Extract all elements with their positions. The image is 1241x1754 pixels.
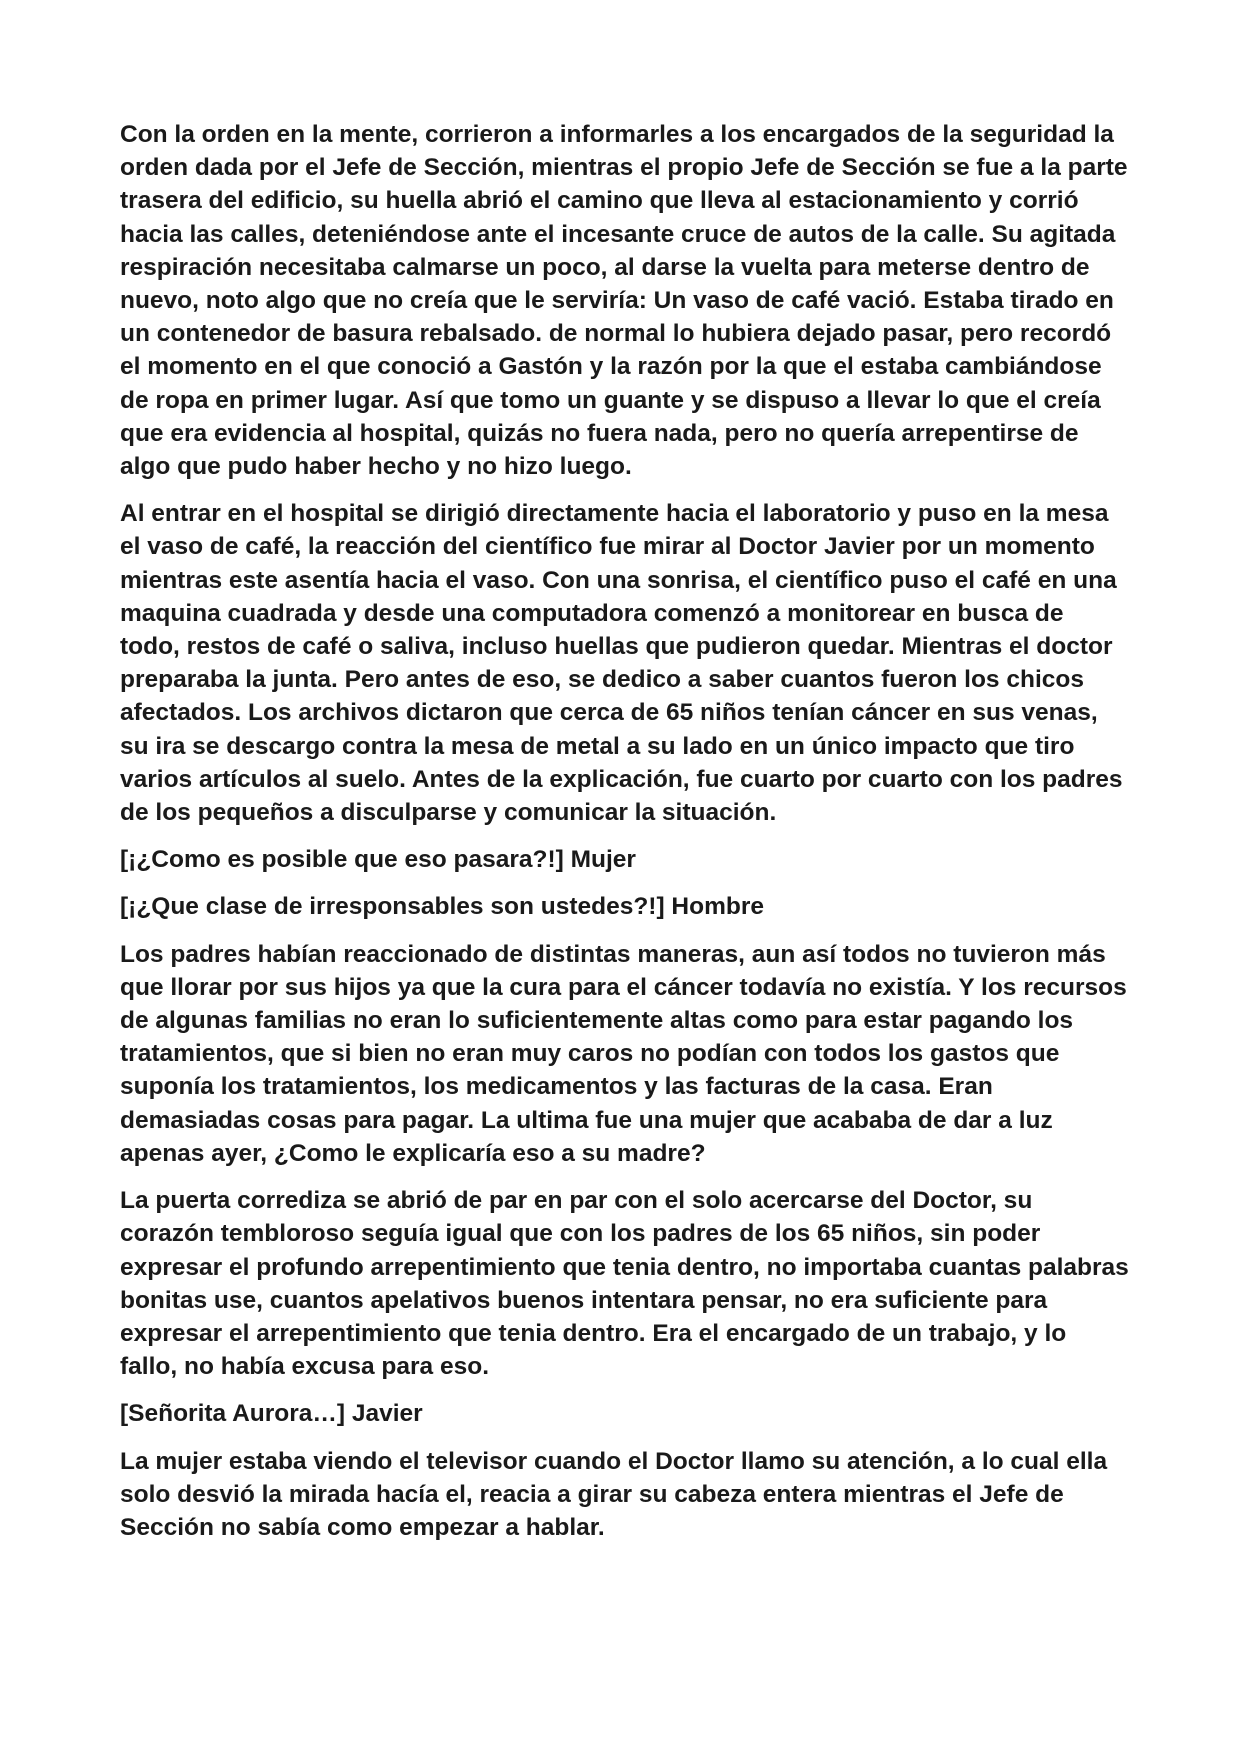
paragraph-2: Al entrar en el hospital se dirigió directamente hacia el laboratorio y puso en la mesa el vaso de café, la reacción del científico fue mirar al Doctor Javier por un momento mientras este asentía hacia el vaso. Con una sonrisa, el científico puso el café en una maquina cuadrada y desde una computadora comenzó a monitorear en busca de todo, restos de café o saliva, incluso huellas que pudieron quedar. Mientras el doctor preparaba la junta. Pero antes de eso, se dedico a saber cuantos fueron los chicos afectados. Los archivos dictaron que cerca de 65 niños tenían cáncer en sus venas, su ira se descargo contra la mesa de metal a su lado en un único impacto que tiro varios artículos al suelo. Antes de la explicación, fue cuarto por cuarto con los padres de los pequeños a disculparse y comunicar la situación. <box>120 500 1123 827</box>
paragraph-1: Con la orden en la mente, corrieron a informarles a los encargados de la seguridad la orden dada por el Jefe de Sección, mientras el propio Jefe de Sección se fue a la parte trasera del edificio, su huella abrió el camino que lleva al estacionamiento y corrió hacia las calles, deteniéndose ante el incesante cruce de autos de la calle. Su agitada respiración necesitaba calmarse un poco, al darse la vuelta para meterse dentro de nuevo, noto algo que no creía que le serviría: Un vaso de café vació. Estaba tirado en un contenedor de basura rebalsado. de normal lo hubiera dejado pasar, pero recordó el momento en el que conoció a Gastón y la razón por la que el estaba cambiándose de ropa en primer lugar. Así que tomo un guante y se dispuso a llevar lo que el creía que era evidencia al hospital, quizás no fuera nada, pero no quería arrepentirse de algo que pudo haber hecho y no hizo luego. <box>120 121 1128 481</box>
paragraph-8: La mujer estaba viendo el televisor cuando el Doctor llamo su atención, a lo cual ella solo desvió la mirada hacía el, reacia a girar su cabeza entera mientras el Jefe de Sección no sabía como empezar a hablar. <box>120 1447 1108 1541</box>
dialogue-line-javier: [Señorita Aurora…] Javier <box>120 1400 423 1428</box>
dialogue-line-mujer: [¡¿Como es posible que eso pasara?!] Mujer <box>120 846 636 874</box>
dialogue-line-hombre: [¡¿Que clase de irresponsables son ustedes?!] Hombre <box>120 893 764 921</box>
paragraph-5: Los padres habían reaccionado de distintas maneras, aun así todos no tuvieron más que llorar por sus hijos ya que la cura para el cáncer todavía no existía. Y los recursos de algunas familias no eran lo suficientemente altas como para estar pagando los tratamientos, que si bien no eran muy caros no podían con todos los gastos que suponía los tratamientos, los medicamentos y las facturas de la casa. Eran demasiadas cosas para pagar. La ultima fue una mujer que acababa de dar a luz apenas ayer, ¿Como le explicaría eso a su madre? <box>120 940 1127 1167</box>
paragraph-6: La puerta corrediza se abrió de par en par con el solo acercarse del Doctor, su corazón tembloroso seguía igual que con los padres de los 65 niños, sin poder expresar el profundo arrepentimiento que tenia dentro, no importaba cuantas palabras bonitas use, cuantos apelativos buenos intentara pensar, no era suficiente para expresar el arrepentimiento que tenia dentro. Era el encargado de un trabajo, y lo fallo, no había excusa para eso. <box>120 1187 1129 1381</box>
